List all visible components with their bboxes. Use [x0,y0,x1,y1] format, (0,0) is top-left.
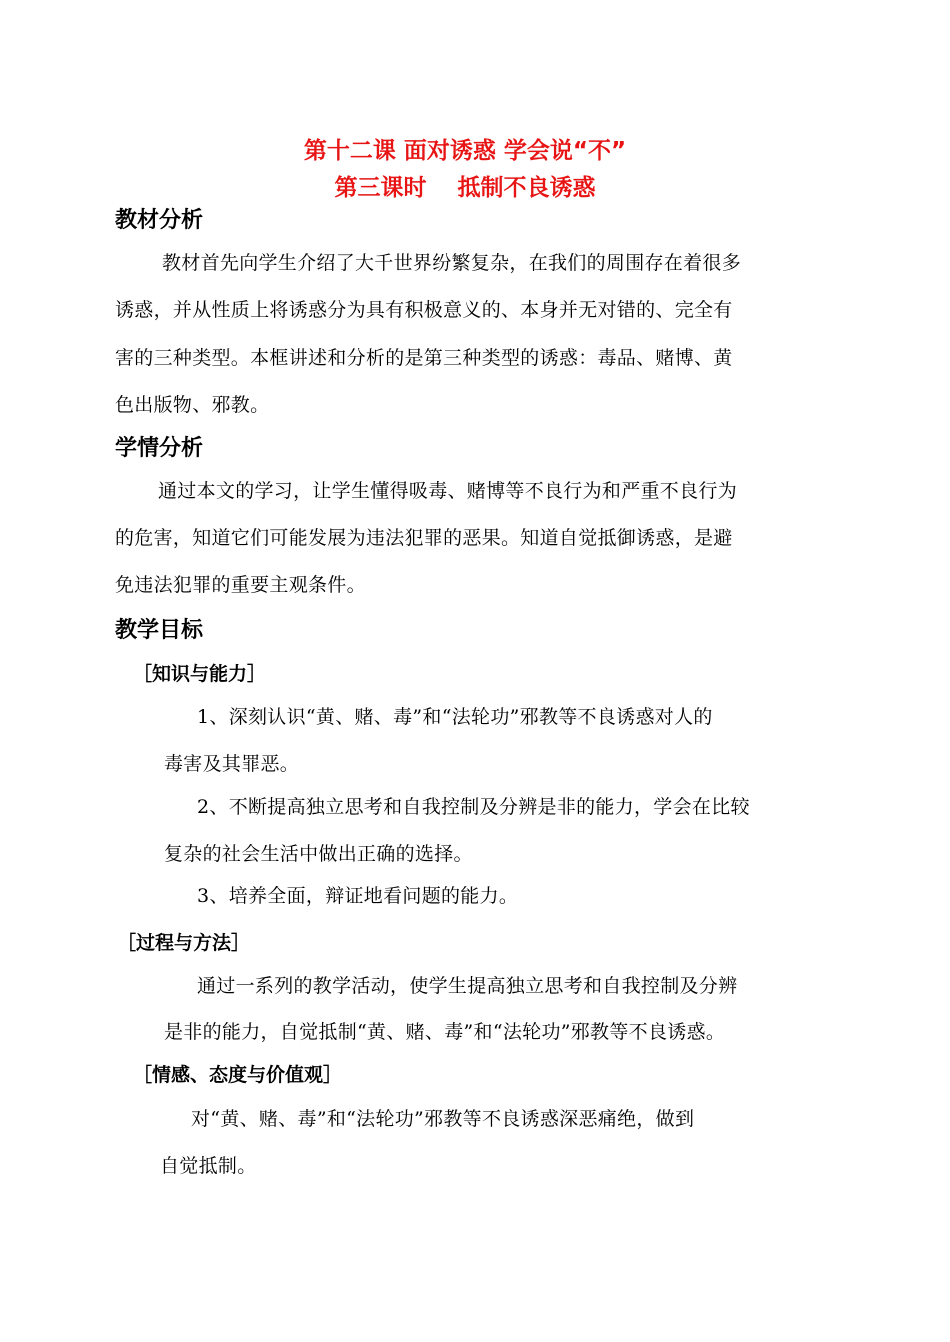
subheading-emotion: ［情感、态度与价值观］ [133,1064,343,1086]
subheading-process: ［过程与方法］ [117,932,251,954]
paragraph-line: 自觉抵制。 [160,1155,257,1177]
subheading-knowledge: ［知识与能力］ [133,663,267,685]
goal-item: 1、深刻认识“黄、赌、毒”和“法轮功”邪教等不良诱惑对人的 [197,706,713,728]
goal-item: 3、培养全面，辩证地看问题的能力。 [197,885,519,907]
lesson-title: 第十二课 面对诱惑 学会说“不” [303,138,627,164]
paragraph-line: 是非的能力，自觉抵制“黄、赌、毒”和“法轮功”邪教等不良诱惑。 [164,1021,726,1043]
goal-item: 2、不断提高独立思考和自我控制及分辨是非的能力，学会在比较 [197,796,750,818]
section-heading-goals: 教学目标 [115,618,204,643]
goal-item-continuation: 复杂的社会生活中做出正确的选择。 [164,843,473,865]
paragraph-line: 教材首先向学生介绍了大千世界纷繁复杂，在我们的周围存在着很多 [162,252,742,274]
section-heading-students: 学情分析 [115,436,204,461]
paragraph-line: 通过本文的学习，让学生懂得吸毒、赌博等不良行为和严重不良行为 [158,480,738,502]
paragraph-line: 免违法犯罪的重要主观条件。 [115,574,366,596]
goal-item-continuation: 毒害及其罪恶。 [164,753,300,775]
paragraph-line: 的危害，知道它们可能发展为违法犯罪的恶果。知道自觉抵御诱惑，是避 [115,527,733,549]
lesson-subtitle: 第三课时 抵制不良诱惑 [334,175,596,201]
paragraph-line: 对“黄、赌、毒”和“法轮功”邪教等不良诱惑深恶痛绝，做到 [191,1108,695,1130]
section-heading-textbook: 教材分析 [115,208,204,233]
paragraph-line: 诱惑，并从性质上将诱惑分为具有积极意义的、本身并无对错的、完全有 [115,299,733,321]
paragraph-line: 通过一系列的教学活动，使学生提高独立思考和自我控制及分辨 [197,975,738,997]
paragraph-line: 色出版物、邪教。 [115,394,270,416]
paragraph-line: 害的三种类型。本框讲述和分析的是第三种类型的诱惑：毒品、赌博、黄 [115,347,733,369]
